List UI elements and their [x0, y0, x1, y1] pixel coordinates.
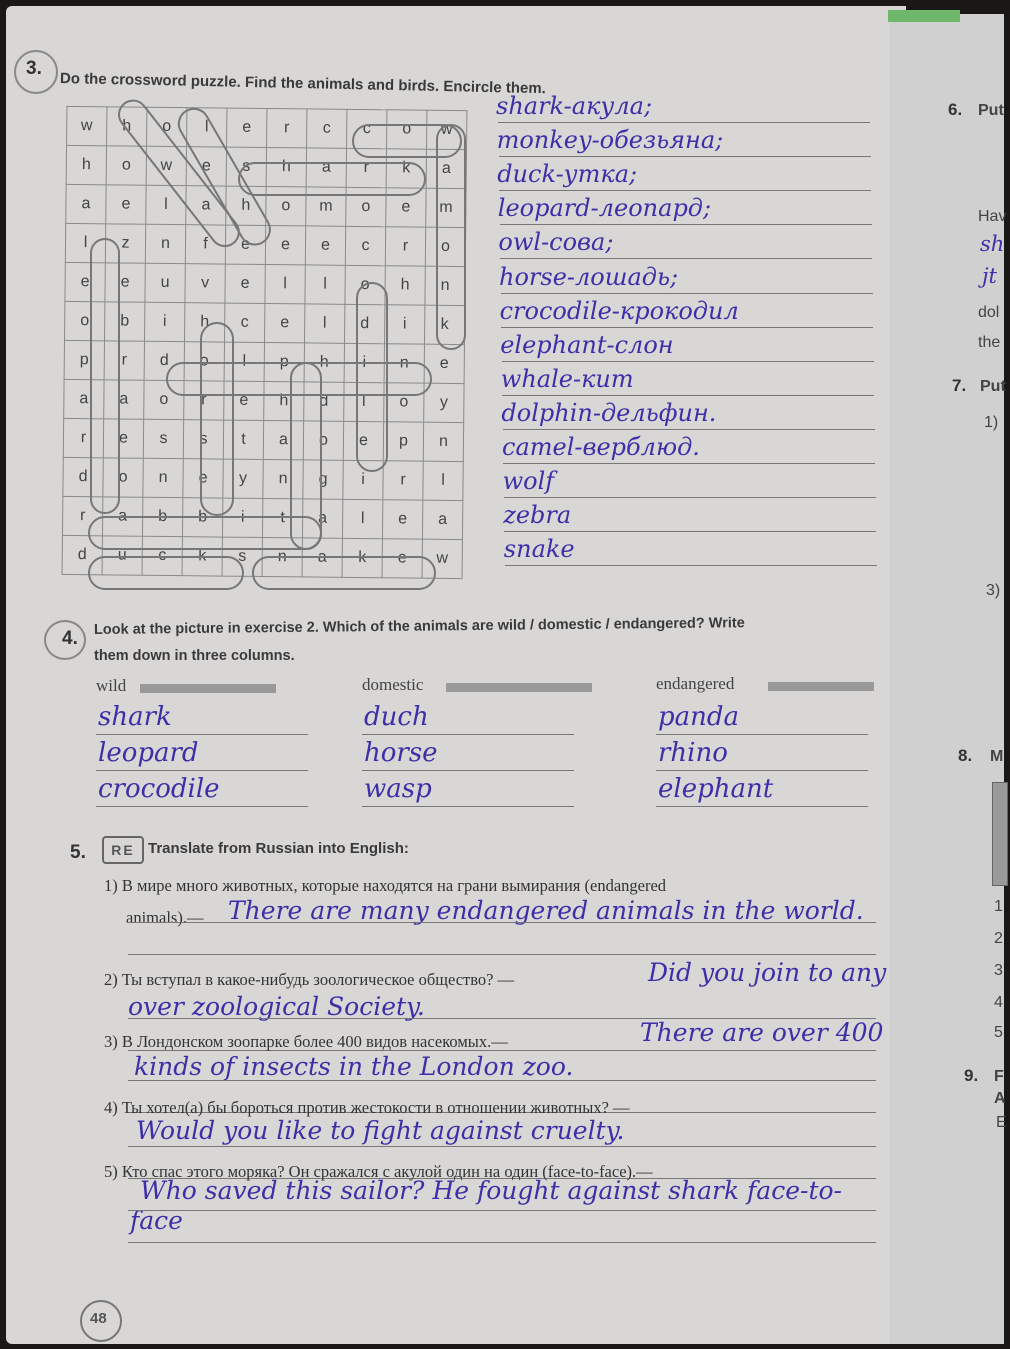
- grid-cell: h: [66, 145, 106, 184]
- grid-cell: o: [345, 265, 385, 304]
- grid-cell: g: [303, 460, 343, 499]
- column-item: elephant: [658, 774, 774, 804]
- grid-cell: s: [222, 537, 262, 576]
- ring-shark: [238, 162, 426, 196]
- ex5-english-answer: There are many endangered animals in the world.: [228, 896, 864, 925]
- grid-cell: e: [386, 188, 426, 227]
- grid-cell: z: [105, 224, 145, 263]
- grid-cell: r: [346, 148, 386, 187]
- column-line: [96, 770, 308, 771]
- ex3-number: 3.: [26, 58, 42, 79]
- ex5-write-line: [128, 1242, 876, 1243]
- grid-cell: a: [426, 149, 466, 188]
- grid-cell: y: [223, 459, 263, 498]
- column-head-bar: [140, 684, 276, 693]
- grid-cell: m: [306, 187, 346, 226]
- grid-cell: c: [347, 109, 387, 148]
- grid-cell: s: [226, 147, 266, 186]
- grid-cell: w: [67, 106, 107, 145]
- grid-cell: l: [344, 382, 384, 421]
- right-frag-4: the: [978, 334, 1001, 351]
- grid-cell: o: [425, 227, 465, 266]
- right-frag-12: A: [994, 1090, 1006, 1107]
- ex4-title-line1: Look at the picture in exercise 2. Which of the animals are wild / domestic / endangered? Write: [93, 615, 745, 638]
- ex5-english-answer: Did you join to any: [648, 958, 887, 987]
- grid-cell: e: [382, 539, 422, 578]
- grid-cell: d: [63, 457, 103, 496]
- column-line: [656, 806, 868, 807]
- right-frag-9: 3: [994, 962, 1003, 979]
- grid-cell: b: [182, 498, 222, 537]
- grid-cell: b: [105, 302, 145, 341]
- grid-cell: a: [66, 184, 106, 223]
- grid-cell: l: [423, 461, 463, 500]
- grid-cell: e: [382, 500, 422, 539]
- grid-cell: d: [344, 304, 384, 343]
- grid-cell: e: [265, 304, 305, 343]
- column-item: wasp: [364, 774, 432, 804]
- grid-cell: s: [143, 419, 183, 458]
- ex5-write-line: [128, 954, 876, 955]
- ring-whale-col: [436, 124, 466, 350]
- ex5-number: 5.: [70, 842, 86, 863]
- grid-cell: l: [305, 265, 345, 304]
- column-line: [96, 806, 308, 807]
- grid-cell: s: [183, 420, 223, 459]
- ex6-number: 6.: [948, 100, 963, 119]
- answer-line: [499, 156, 871, 157]
- answer-text: zebra: [503, 501, 572, 530]
- right-frag-8: 2: [994, 930, 1003, 947]
- answer-text: camel-верблюд.: [502, 433, 700, 461]
- right-frag-1: sh: [980, 232, 1005, 256]
- answer-text: owl-сова;: [498, 228, 614, 257]
- column-item: shark: [98, 702, 172, 732]
- ex9-number: 9.: [964, 1066, 979, 1085]
- grid-cell: e: [103, 419, 143, 458]
- ring-phant: [290, 362, 322, 550]
- grid-cell: p: [383, 422, 423, 461]
- grid-cell: o: [103, 458, 143, 497]
- ex5-write-line: [128, 1146, 876, 1147]
- answer-text: snake: [503, 535, 575, 564]
- ex5-russian-line: 3) В Лондонском зоопарке более 400 видов насекомых.—: [104, 1032, 508, 1051]
- grid-cell: a: [422, 500, 462, 539]
- grid-cell: l: [304, 304, 344, 343]
- grid-cell: h: [226, 186, 266, 225]
- grid-cell: w: [427, 110, 467, 149]
- grid-cell: e: [225, 225, 265, 264]
- column-item: leopard: [98, 738, 199, 768]
- answer-line: [502, 361, 874, 362]
- grid-cell: k: [182, 537, 222, 576]
- ex5-russian-line-2: animals).—: [126, 908, 204, 927]
- grid-row: [65, 262, 465, 305]
- grid-cell: o: [184, 342, 224, 381]
- grid-cell: n: [425, 266, 465, 305]
- grid-cell: e: [105, 263, 145, 302]
- answer-line: [501, 327, 873, 328]
- grid-cell: n: [262, 537, 302, 576]
- grid-cell: w: [422, 539, 462, 578]
- column-line: [362, 806, 574, 807]
- ring-diver: [356, 282, 388, 472]
- ex5-russian-line: 2) Ты вступал в какое-нибудь зоологическое общество? —: [104, 970, 515, 989]
- ex4-number: 4.: [62, 628, 78, 649]
- grid-cell: a: [104, 380, 144, 419]
- ex5-russian-line: 5) Кто спас этого моряка? Он сражался с акулой один на один (face-to-face).—: [104, 1162, 653, 1181]
- answer-line: [500, 258, 872, 259]
- grid-cell: o: [266, 187, 306, 226]
- ex4-title-line2: them down in three columns.: [94, 648, 295, 664]
- answer-line: [502, 395, 874, 396]
- grid-cell: i: [222, 498, 262, 537]
- grid-cell: u: [145, 263, 185, 302]
- column-item: horse: [364, 738, 438, 768]
- grid-cell: e: [227, 108, 267, 147]
- answer-line: [499, 190, 871, 191]
- grid-cell: m: [426, 188, 466, 227]
- ring-rabbit: [88, 516, 322, 550]
- grid-cell: i: [384, 305, 424, 344]
- ex5-english-answer: Would you like to fight against cruelty.: [136, 1116, 625, 1145]
- grid-cell: e: [305, 226, 345, 265]
- grid-cell: o: [65, 301, 105, 340]
- grid-cell: o: [147, 107, 187, 146]
- grid-cell: h: [266, 148, 306, 187]
- grid-cell: a: [302, 499, 342, 538]
- grid-cell: t: [262, 498, 302, 537]
- grid-cell: c: [307, 109, 347, 148]
- grid-cell: a: [64, 379, 104, 418]
- column-item: rhino: [658, 738, 728, 768]
- grid-cell: h: [304, 343, 344, 382]
- grid-row: [65, 301, 465, 344]
- grid-cell: v: [185, 264, 225, 303]
- grid-cell: l: [224, 342, 264, 381]
- column-head: endangered: [656, 674, 735, 693]
- grid-cell: e: [424, 344, 464, 383]
- grid-cell: e: [65, 262, 105, 301]
- grid-cell: p: [64, 340, 104, 379]
- grid-cell: u: [102, 536, 142, 575]
- grid-cell: n: [384, 344, 424, 383]
- grid-cell: c: [225, 303, 265, 342]
- grid-cell: a: [306, 148, 346, 187]
- column-head: wild: [96, 676, 127, 695]
- grid-cell: a: [302, 538, 342, 577]
- grid-cell: d: [62, 535, 102, 574]
- grid-cell: i: [344, 343, 384, 382]
- grid-cell: r: [385, 227, 425, 266]
- answer-line: [504, 497, 876, 498]
- answer-line: [501, 293, 873, 294]
- green-bookmark: [888, 10, 960, 22]
- ex8-title: M: [990, 748, 1004, 765]
- ex7-number: 7.: [952, 376, 967, 395]
- grid-cell: n: [145, 224, 185, 263]
- grid-cell: n: [423, 422, 463, 461]
- grid-cell: e: [183, 459, 223, 498]
- ex5-english-answer: There are over 400: [640, 1018, 884, 1047]
- grid-cell: e: [265, 226, 305, 265]
- answer-text: whale-кит: [500, 364, 634, 393]
- grid-row: [63, 418, 463, 461]
- column-head: domestic: [362, 675, 424, 694]
- answer-text: dolphin-дельфин.: [501, 398, 717, 427]
- grid-cell: h: [185, 303, 225, 342]
- grid-cell: h: [107, 107, 147, 146]
- right-frag-10: 4: [994, 994, 1003, 1011]
- ring-snake: [252, 556, 436, 590]
- grid-cell: o: [106, 146, 146, 185]
- answer-text: wolf: [502, 467, 555, 496]
- grid-cell: l: [146, 185, 186, 224]
- right-frag-0: Hav: [978, 208, 1007, 225]
- grid-cell: a: [263, 420, 303, 459]
- grid-cell: o: [144, 380, 184, 419]
- grid-cell: i: [343, 460, 383, 499]
- grid-cell: e: [225, 264, 265, 303]
- grid-cell: h: [264, 381, 304, 420]
- answer-text: leopard-леопард;: [497, 194, 712, 223]
- ex5-english-answer: face: [130, 1206, 183, 1235]
- grid-cell: k: [342, 538, 382, 577]
- grid-cell: f: [185, 225, 225, 264]
- grid-cell: e: [186, 147, 226, 186]
- grid-cell: a: [186, 186, 226, 225]
- ex5-english-answer: kinds of insects in the London zoo.: [134, 1052, 574, 1081]
- ex5-russian-line: 1) В мире много животных, которые находятся на грани вымирания (endangered: [104, 876, 667, 895]
- grid-cell: l: [65, 223, 105, 262]
- answer-text: elephant-слон: [500, 330, 674, 359]
- grid-cell: k: [424, 305, 464, 344]
- grid-cell: o: [303, 421, 343, 460]
- ex3-title: Do the crossword puzzle. Find the animals and birds. Encircle them.: [59, 70, 547, 98]
- grid-cell: b: [142, 497, 182, 536]
- ex5-write-line: [128, 1210, 876, 1211]
- page-number: 48: [90, 1310, 107, 1327]
- right-frag-7: 1: [994, 898, 1003, 915]
- grid-cell: a: [102, 497, 142, 536]
- answer-text: duck-утка;: [497, 160, 638, 189]
- answer-line: [498, 122, 870, 123]
- right-frag-2: jt: [982, 264, 997, 288]
- grid-cell: d: [144, 341, 184, 380]
- grid-cell: r: [383, 461, 423, 500]
- grid-cell: c: [142, 536, 182, 575]
- column-line: [362, 770, 574, 771]
- answer-text: crocodile-крокодил: [499, 296, 739, 325]
- grid-cell: n: [143, 458, 183, 497]
- ex8-number: 8.: [958, 746, 973, 765]
- grid-cell: r: [63, 418, 103, 457]
- grid-cell: n: [263, 459, 303, 498]
- ex7-title: Put: [980, 378, 1006, 395]
- right-frag-3: dol: [978, 304, 1000, 321]
- grid-cell: o: [384, 383, 424, 422]
- grid-cell: r: [184, 381, 224, 420]
- ex5-english-answer: over zoological Society.: [128, 992, 425, 1021]
- ring-horse: [200, 322, 234, 516]
- ring-lizard: [90, 238, 120, 514]
- column-line: [362, 734, 574, 735]
- grid-cell: e: [106, 185, 146, 224]
- column-line: [656, 734, 868, 735]
- answer-line: [503, 429, 875, 430]
- grid-cell: w: [146, 146, 186, 185]
- answer-line: [505, 565, 877, 566]
- ex5-re-badge: RE: [102, 836, 144, 864]
- answer-line: [504, 531, 876, 532]
- ex5-write-line: [128, 922, 876, 923]
- right-frag-11: 5: [994, 1024, 1003, 1041]
- column-head-bar: [768, 682, 874, 691]
- grid-cell: c: [345, 226, 385, 265]
- grid-cell: l: [265, 265, 305, 304]
- ring-duck: [88, 556, 244, 590]
- grid-cell: h: [385, 266, 425, 305]
- ex5-write-line: [128, 1080, 876, 1081]
- grid-cell: e: [224, 381, 264, 420]
- right-frag-6: 3): [986, 582, 1001, 599]
- column-item: panda: [658, 702, 740, 732]
- ex8-box: [992, 782, 1008, 886]
- grid-cell: k: [386, 149, 426, 188]
- ex9-title: F: [994, 1068, 1004, 1085]
- answer-line: [500, 224, 872, 225]
- ex5-english-answer: Who saved this sailor? He fought against shark face-to-: [140, 1176, 843, 1205]
- grid-cell: y: [424, 383, 464, 422]
- answer-text: monkey-обезьяна;: [496, 126, 724, 155]
- column-line: [656, 770, 868, 771]
- column-item: duch: [364, 702, 429, 732]
- ex6-title: Put: [978, 102, 1004, 119]
- grid-cell: r: [104, 341, 144, 380]
- grid-cell: l: [187, 108, 227, 147]
- answer-text: horse-лошадь;: [499, 262, 679, 291]
- grid-cell: i: [145, 302, 185, 341]
- right-frag-5: 1): [984, 414, 999, 431]
- ex5-title: Translate from Russian into English:: [148, 840, 409, 857]
- grid-cell: o: [346, 187, 386, 226]
- answer-text: shark-акула;: [496, 92, 653, 120]
- grid-cell: r: [62, 496, 102, 535]
- column-head-bar: [446, 683, 592, 692]
- answer-line: [503, 463, 875, 464]
- right-frag-13: E: [996, 1114, 1007, 1131]
- ex5-russian-line: 4) Ты хотел(а) бы бороться против жестокости в отношении животных? —: [104, 1098, 630, 1117]
- grid-cell: r: [267, 109, 307, 148]
- grid-cell: o: [387, 110, 427, 149]
- grid-cell: d: [304, 382, 344, 421]
- grid-cell: l: [342, 499, 382, 538]
- grid-cell: e: [343, 421, 383, 460]
- grid-cell: t: [223, 420, 263, 459]
- grid-cell: p: [264, 343, 304, 382]
- grid-row: [63, 457, 463, 500]
- column-line: [96, 734, 308, 735]
- column-item: crocodile: [98, 774, 220, 804]
